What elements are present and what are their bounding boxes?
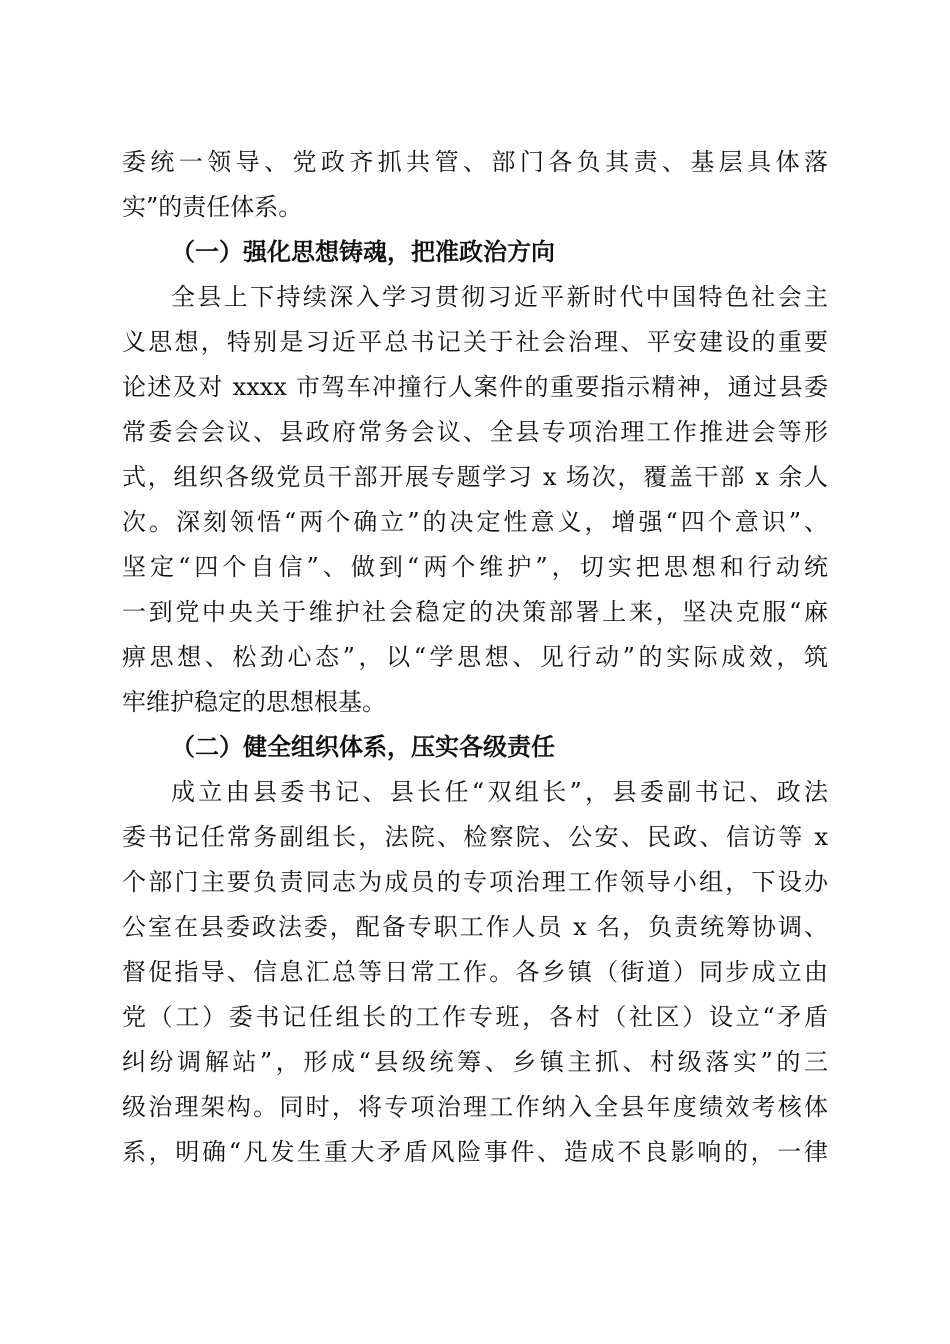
section-heading-1: （一）强化思想铸魂，把准政治方向 (171, 238, 555, 266)
paragraph-line: 党（工）委书记任组长的工作专班，各村（社区）设立“矛盾 (122, 1003, 828, 1031)
paragraph-line: 式，组织各级党员干部开展专题学习 x 场次，覆盖干部 x 余人 (122, 463, 828, 491)
paragraph-line: 级治理架构。同时，将专项治理工作纳入全县年度绩效考核体 (122, 1093, 828, 1121)
paragraph-line: 坚定“四个自信”、做到“两个维护”，切实把思想和行动统 (122, 553, 828, 581)
paragraph-line: 全县上下持续深入学习贯彻习近平新时代中国特色社会主 (171, 283, 828, 311)
paragraph-line: 成立由县委书记、县长任“双组长”，县委副书记、政法 (171, 778, 828, 806)
paragraph-line: 痹思想、松劲心态”，以“学思想、见行动”的实际成效，筑 (122, 643, 828, 671)
paragraph-line: 纠纷调解站”，形成“县级统筹、乡镇主抓、村级落实”的三 (122, 1048, 828, 1076)
paragraph-line: 委统一领导、党政齐抓共管、部门各负其责、基层具体落 (122, 148, 828, 176)
paragraph-line: 义思想，特别是习近平总书记关于社会治理、平安建设的重要 (122, 328, 828, 356)
paragraph-line: 次。深刻领悟“两个确立”的决定性意义，增强“四个意识”、 (122, 508, 828, 536)
paragraph-line: 公室在县委政法委，配备专职工作人员 x 名，负责统筹协调、 (122, 913, 828, 941)
paragraph-line: 牢维护稳定的思想根基。 (122, 688, 386, 716)
paragraph-line: 一到党中央关于维护社会稳定的决策部署上来，坚决克服“麻 (122, 598, 828, 626)
paragraph-line: 常委会会议、县政府常务会议、全县专项治理工作推进会等形 (122, 418, 828, 446)
paragraph-line: 实”的责任体系。 (122, 193, 303, 221)
paragraph-line: 个部门主要负责同志为成员的专项治理工作领导小组，下设办 (122, 868, 828, 896)
paragraph-line: 委书记任常务副组长，法院、检察院、公安、民政、信访等 x (122, 823, 828, 851)
paragraph-line: 论述及对 xxxx 市驾车冲撞行人案件的重要指示精神，通过县委 (122, 373, 828, 401)
paragraph-line: 系，明确“凡发生重大矛盾风险事件、造成不良影响的，一律 (122, 1138, 828, 1166)
section-heading-2: （二）健全组织体系，压实各级责任 (171, 733, 555, 761)
paragraph-line: 督促指导、信息汇总等日常工作。各乡镇（街道）同步成立由 (122, 958, 828, 986)
